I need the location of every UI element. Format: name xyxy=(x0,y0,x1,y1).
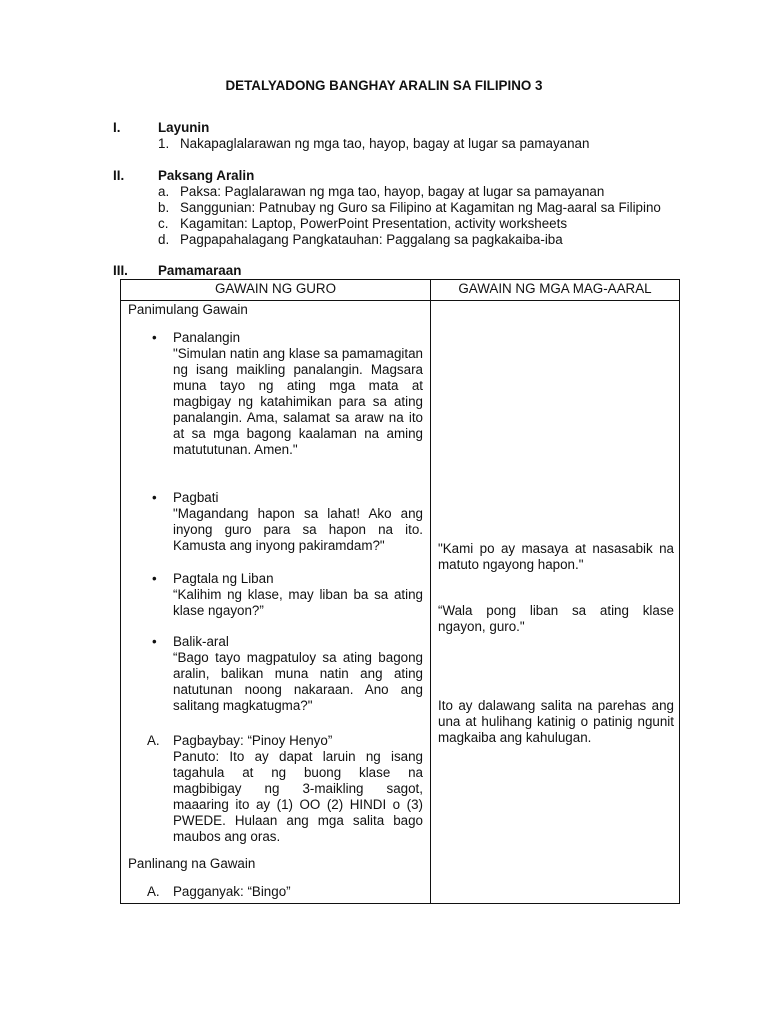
section-items xyxy=(158,136,589,152)
table-header-row xyxy=(121,280,680,301)
item-text: Sanggunian: Patnubay ng Guro sa Filipino at Kagamitan ng Mag-aaral sa Filipino xyxy=(180,200,661,215)
item-marker: d. xyxy=(158,232,170,247)
list-item xyxy=(158,136,589,152)
intro-heading: Panimulang Gawain xyxy=(128,302,248,317)
teacher-cell xyxy=(121,301,431,904)
pagbati-text: "Magandang hapon sa lahat! Ako ang inyong guro para sa hapon na ito. Kamusta ang inyong pakiramdam?" xyxy=(173,506,423,553)
document-title: DETALYADONG BANGHAY ARALIN SA FILIPINO 3 xyxy=(225,78,543,93)
students-cell xyxy=(431,301,680,904)
section-numeral: III. xyxy=(113,263,128,278)
bullet-icon: • xyxy=(152,634,157,649)
table-row xyxy=(121,301,680,904)
item-text: Paksa: Paglalarawan ng mga tao, hayop, bagay at lugar sa pamayanan xyxy=(180,184,605,199)
section-items xyxy=(158,184,661,248)
item-marker: b. xyxy=(158,200,170,215)
section-numeral: I. xyxy=(113,120,121,135)
section-numeral: II. xyxy=(113,168,125,183)
item-text: Kagamitan: Laptop, PowerPoint Presentation, activity worksheets xyxy=(180,216,568,231)
item-text: Nakapaglalarawan ng mga tao, hayop, bagay at lugar sa pamayanan xyxy=(180,136,590,151)
pagtala-text: “Kalihim ng klase, may liban ba sa ating klase ngayon?” xyxy=(173,587,423,618)
balik-aral-label: Balik-aral xyxy=(173,634,229,649)
pagganyak-label: Pagganyak: “Bingo” xyxy=(173,884,291,899)
bullet-icon: • xyxy=(152,330,157,345)
column-header-teacher: GAWAIN NG GURO xyxy=(121,280,431,301)
balik-aral-block xyxy=(152,634,423,714)
list-item xyxy=(158,184,661,200)
pagbaybay-label: Pagbaybay: “Pinoy Henyo” xyxy=(173,733,333,748)
item-marker: c. xyxy=(158,216,169,231)
pagtala-label: Pagtala ng Liban xyxy=(173,571,274,586)
list-item xyxy=(158,216,661,232)
pagbati-label: Pagbati xyxy=(173,490,219,505)
bullet-icon: • xyxy=(152,490,157,505)
balik-aral-text: “Bago tayo magpatuloy sa ating bagong aralin, balikan muna natin ang ating natutunan noong nakaraan. Ano ang salitang magkatugma?" xyxy=(173,650,423,713)
pagtala-reply: “Wala pong liban sa ating klase ngayon, guro." xyxy=(438,603,674,634)
bullet-icon: • xyxy=(152,571,157,586)
item-marker: A. xyxy=(147,733,160,748)
section-heading: Paksang Aralin xyxy=(158,168,255,183)
pagbaybay-block xyxy=(147,733,423,845)
panalangin-label: Panalangin xyxy=(173,330,241,345)
section-heading: Layunin xyxy=(158,120,210,135)
list-item xyxy=(158,232,661,248)
pagganyak-block xyxy=(147,884,423,900)
section-heading: Pamamaraan xyxy=(158,263,242,278)
list-item xyxy=(158,200,661,216)
panlinang-heading: Panlinang na Gawain xyxy=(128,856,256,871)
column-header-students: GAWAIN NG MGA MAG-AARAL xyxy=(431,280,680,301)
pagbati-block xyxy=(152,490,423,554)
balik-aral-reply: Ito ay dalawang salita na parehas ang una at hulihang katinig o patinig ngunit magkaiba ang kahulugan. xyxy=(438,698,674,745)
pagbaybay-text: Panuto: Ito ay dapat laruin ng isang tagahula at ng buong klase na magbibigay ng 3-maikling sagot, maaaring ito ay (1) OO (2) HINDI o (3) PWEDE. Hulaan ang mga salita bago maubos ang oras. xyxy=(173,749,423,844)
procedure-table xyxy=(120,279,680,904)
pagtala-block xyxy=(152,571,423,619)
item-marker: a. xyxy=(158,184,170,199)
panalangin-block xyxy=(152,330,423,458)
panalangin-text: "Simulan natin ang klase sa pamamagitan ng isang maikling panalangin. Magsara muna tayo ng ating mga mata at magbigay ng katahimikan para sa ating panalangin. Ama, salamat sa araw na ito at sa mga bagong kaalaman na aming matututunan. Amen." xyxy=(173,346,423,457)
item-marker: A. xyxy=(147,884,160,899)
item-marker: 1. xyxy=(158,136,170,151)
pagbati-reply: "Kami po ay masaya at nasasabik na matuto ngayong hapon." xyxy=(438,541,674,572)
item-text: Pagpapahalagang Pangkatauhan: Paggalang sa pagkakaiba-iba xyxy=(180,232,563,247)
